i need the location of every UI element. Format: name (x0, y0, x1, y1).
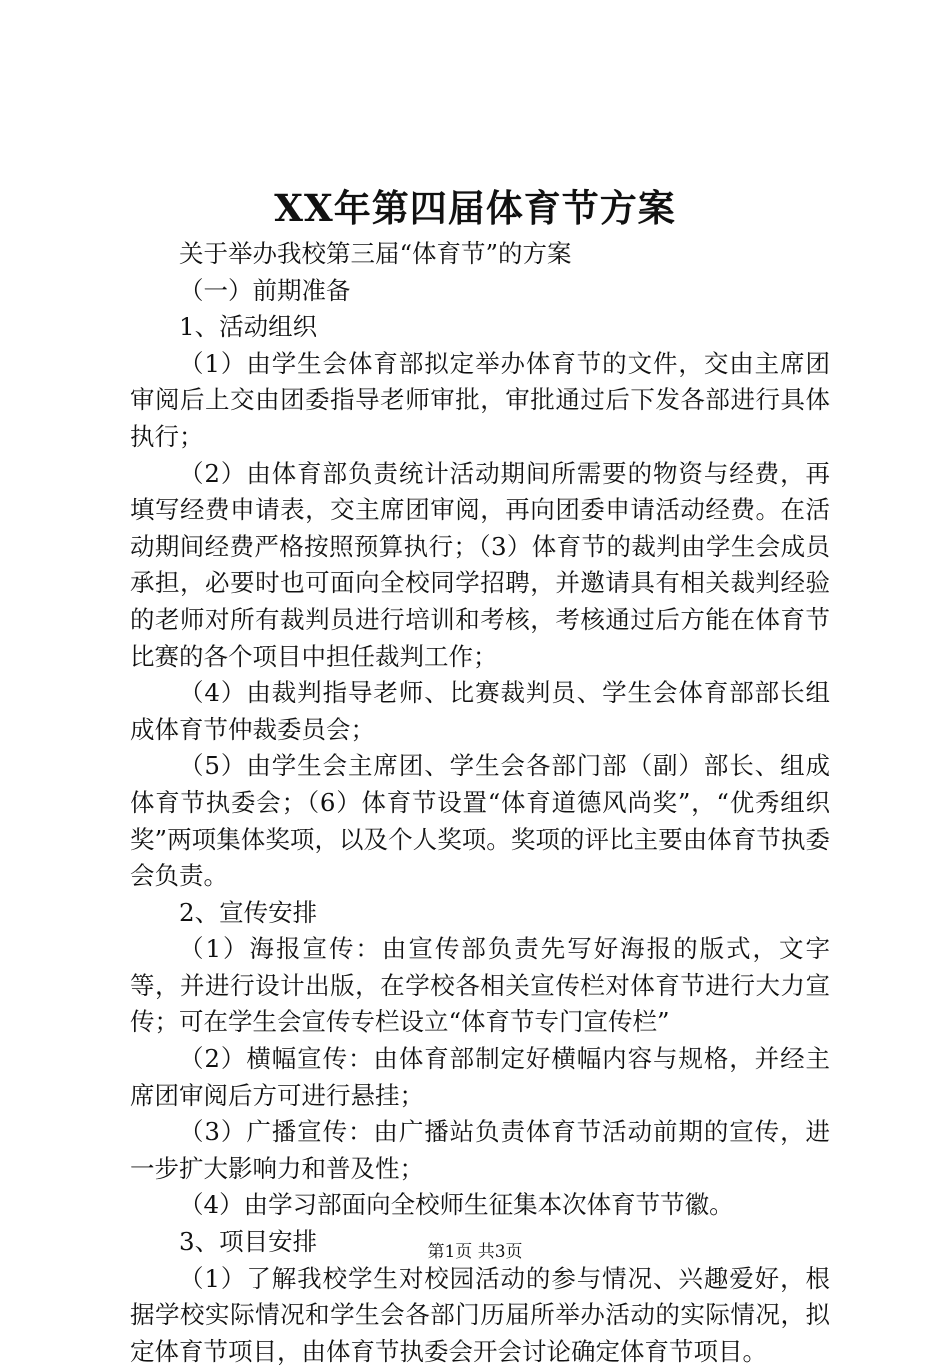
paragraph: （2）横幅宣传：由体育部制定好横幅内容与规格，并经主席团审阅后方可进行悬挂； (130, 1044, 830, 1110)
subsection-heading: 2、宣传安排 (179, 897, 318, 927)
paragraph: （4）由学习部面向全校师生征集本次体育节节徽。 (179, 1190, 734, 1220)
paragraph: （1）了解我校学生对校园活动的参与情况、兴趣爱好，根据学校实际情况和学生会各部门历届所举办活动的实际情况，拟定体育节项目，由体育节执委会开会讨论确定体育节项目。 (130, 1263, 830, 1366)
subsection-heading: 1、活动组织 (179, 312, 318, 342)
page-number: 第1页 共3页 (427, 1242, 523, 1262)
paragraph: （5）由学生会主席团、学生会各部门部（副）部长、组成体育节执委会；（6）体育节设置“体育道德风尚奖”，“优秀组织奖”两项集体奖项，以及个人奖项。奖项的评比主要由体育节执委会负责。 (130, 751, 830, 891)
paragraph: （2）由体育部负责统计活动期间所需要的物资与经费，再填写经费申请表，交主席团审阅，再向团委申请活动经费。在活动期间经费严格按照预算执行；（3）体育节的裁判由学生会成员承担，必要时也可面向全校同学招聘，并邀请具有相关裁判经验的老师对所有裁判员进行培训和考核，考核通过后方能在体育节比赛的各个项目中担任裁判工作； (130, 458, 830, 671)
paragraph: （4）由裁判指导老师、比赛裁判员、学生会体育部部长组成体育节仲裁委员会； (130, 678, 830, 744)
section-heading: （一）前期准备 (179, 275, 351, 305)
paragraph: （1）海报宣传：由宣传部负责先写好海报的版式，文字等，并进行设计出版，在学校各相关宣传栏对体育节进行大力宣传；可在学生会宣传专栏设立“体育节专门宣传栏” (130, 934, 830, 1037)
document-body (130, 236, 830, 1370)
paragraph: 关于举办我校第三届“体育节”的方案 (179, 239, 572, 268)
document-title: XX年第四届体育节方案 (274, 186, 676, 230)
paragraph: （3）广播宣传：由广播站负责体育节活动前期的宣传，进一步扩大影响力和普及性； (130, 1117, 830, 1183)
paragraph: （1）由学生会体育部拟定举办体育节的文件，交由主席团审阅后上交由团委指导老师审批，审批通过后下发各部进行具体执行； (130, 348, 830, 451)
subsection-heading: 3、项目安排 (179, 1227, 318, 1257)
